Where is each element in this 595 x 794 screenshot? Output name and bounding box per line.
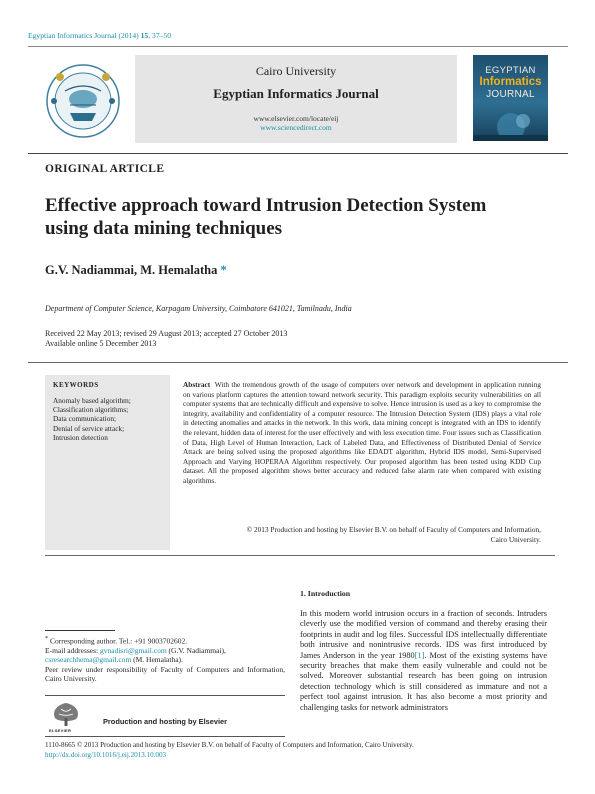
email-owner: (M. Hemalatha). <box>133 655 183 665</box>
doi-link[interactable]: http://dx.doi.org/10.1016/j.eij.2013.10.003 <box>45 751 167 759</box>
email-label: E-mail addresses: <box>45 645 99 655</box>
abstract-label: Abstract <box>183 380 211 389</box>
issn-copyright-line: 1110-8665 © 2013 Production and hosting by Elsevier B.V. on behalf of Faculty of Computers and Information, Cairo University. <box>45 741 414 749</box>
abstract-bottom-rule <box>45 555 555 556</box>
sciencedirect-link[interactable]: www.sciencedirect.com <box>260 123 332 132</box>
introduction-paragraph <box>300 609 547 713</box>
article-title-line1: Effective approach toward Intrusion Detection System <box>45 195 487 216</box>
authors-text: G.V. Nadiammai, M. Hemalatha <box>45 263 218 277</box>
abstract-copyright <box>183 525 541 544</box>
keyword-item: Classification algorithms; <box>53 405 129 415</box>
available-online-date: Available online 5 December 2013 <box>45 339 157 348</box>
footnotes <box>45 634 285 684</box>
cover-title-line1: EGYPTIAN <box>485 65 536 76</box>
abstract-copyright-line2: Cairo University. <box>490 534 541 544</box>
email-link[interactable]: gvnadisri@gmail.com <box>99 645 167 655</box>
citation-pages: 37–50 <box>152 31 171 40</box>
journal-cover-image <box>473 55 548 141</box>
reference-link[interactable]: [1] <box>414 650 425 660</box>
peer-review-note: Peer review under responsibility of Faculty of Computers and Information, Cairo University. <box>45 664 285 684</box>
abstract <box>183 380 541 486</box>
keywords-box <box>45 375 170 550</box>
journal-citation: Egyptian Informatics Journal (2014) 15, 37–50 <box>28 31 171 40</box>
intro-text-part1: In this modern world intrusion occurs in a fraction of seconds. Intruders cleverly use the modified version of command and thereby erasing their footprints in audit and log files. Successful IDS intellectually differentiate both intrusive and nonintrusive records. IDS was first introduced by James Anderson in the year 1980 <box>300 609 547 660</box>
cover-title-line2: Informatics <box>479 76 542 88</box>
journal-url-link[interactable]: www.elsevier.com/locate/eij <box>253 114 339 123</box>
abstract-text: With the tremendous growth of the usage of computers over network and development in application running on various platform captures the attention toward network security. This paradigm exploits security vulnerabilities on all computer systems that are technically difficult and expensive to solve. Hence intrusion is used as a key to compromise the integrity, availability and confidentiality of a computer resource. The Intrusion Detection System (IDS) plays a vital role in detecting anomalies and attacks in the network. In this work, data mining concept is integrated with an IDS to identify the relevant, hidden data of interest for the user effectively and with less execution time. Four issues such as Classification of Data, High Level of Human Interaction, Lack of Labeled Data, and Effectiveness of Distributed Denial of Service Attack are being solved using the proposed algorithms like EDADT algorithm, Hybrid IDS model, Semi-Supervised Approach and Varying HOPERAA Algorithm respectively. Our proposed algorithm has been tested using KDD Cup dataset. All the proposed algorithm shows better accuracy and reduced false alarm rate when compared with existing algorithms. <box>183 380 541 485</box>
university-name: Cairo University <box>255 64 337 78</box>
keyword-item: Denial of service attack; <box>53 423 125 433</box>
keyword-item: Intrusion detection <box>53 432 108 442</box>
top-rule <box>28 46 568 47</box>
keywords-list <box>53 396 131 442</box>
keyword-item: Anomaly based algorithm; <box>53 396 131 405</box>
email-footnote <box>45 646 285 665</box>
cairo-university-logo <box>40 55 126 143</box>
elsevier-wordmark: ELSEVIER <box>49 728 72 733</box>
article-title <box>45 194 555 240</box>
corresponding-footnote <box>45 634 285 646</box>
cover-title-line3: JOURNAL <box>486 89 535 100</box>
header-rule <box>28 153 568 154</box>
abstract-copyright-line1: © 2013 Production and hosting by Elsevier B.V. on behalf of Faculty of Computers and Information, <box>246 525 541 534</box>
citation-journal-name: Egyptian Informatics Journal (2014) <box>28 31 139 40</box>
production-bar <box>45 695 285 737</box>
cover-artwork <box>473 105 548 141</box>
corresponding-author-link[interactable]: * <box>220 263 227 277</box>
author-list <box>45 263 227 278</box>
affiliation: Department of Computer Science, Karpagam University, Coimbatore 641021, Tamilnadu, India <box>45 304 352 313</box>
received-dates: Received 22 May 2013; revised 29 August 2013; accepted 27 October 2013 <box>45 329 288 338</box>
footnote-marker: * <box>45 635 49 642</box>
article-title-line2: using data mining techniques <box>45 218 283 239</box>
keywords-heading: KEYWORDS <box>53 381 99 389</box>
corresponding-author-text: Corresponding author. Tel.: +91 9003702602. <box>50 636 188 646</box>
article-type: ORIGINAL ARTICLE <box>45 163 165 175</box>
email-owner: (G.V. Nadiammai), <box>168 645 226 655</box>
email-link[interactable]: csresearchhema@gmail.com <box>45 655 132 665</box>
abstract-top-rule <box>28 362 568 363</box>
journal-header-box <box>135 55 457 143</box>
article-dates <box>45 329 287 349</box>
citation-volume: 15 <box>140 31 149 40</box>
keyword-item: Data communication; <box>53 414 117 424</box>
section-heading-introduction: 1. Introduction <box>300 589 351 598</box>
journal-name: Egyptian Informatics Journal <box>213 86 379 101</box>
intro-text-part2: . Most of the existing systems have security breaches that make them easily vulnerable and could not be solved. Moreover substantial research has been going on intrusion detection technology which is still considered as immature and not a perfect tool against intrusion. It has also become a most priority and challenging tasks for network administrators <box>300 650 547 712</box>
production-text: Production and hosting by Elsevier <box>103 717 228 726</box>
footnote-rule <box>45 630 115 631</box>
